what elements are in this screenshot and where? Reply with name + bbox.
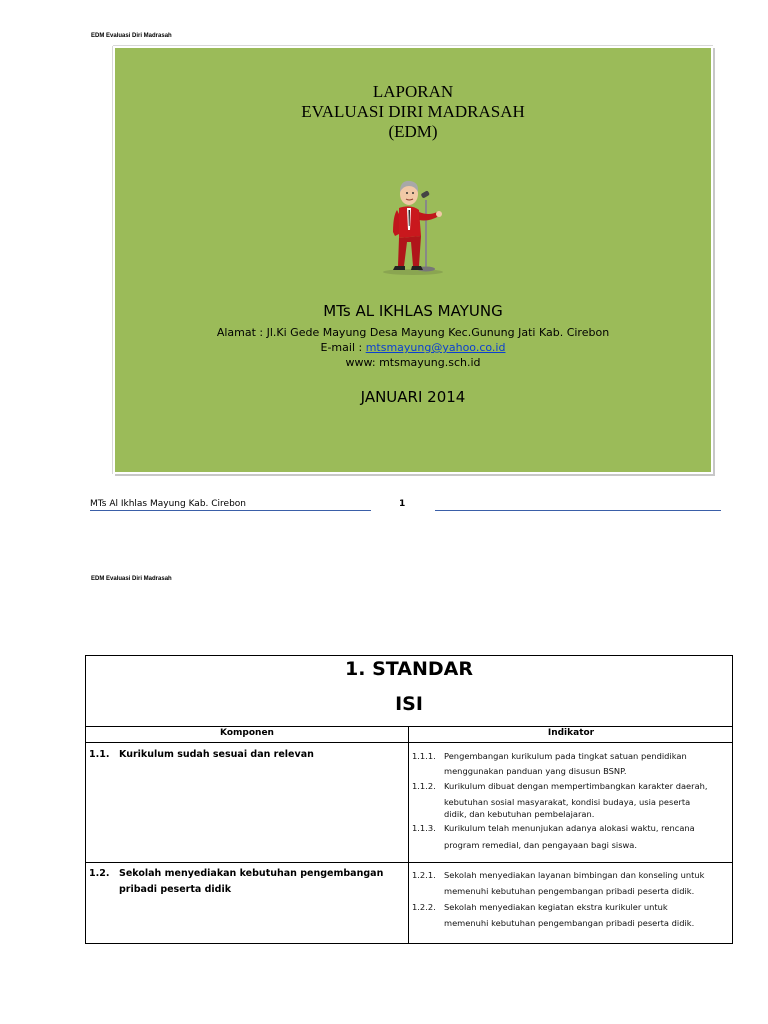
indikator-number: 1.1.1. <box>412 751 436 761</box>
indikator-cell <box>412 867 728 931</box>
indikator-text: Kurikulum telah menunjukan adanya alokasi waktu, rencana <box>444 823 695 833</box>
footer-rule-right <box>435 510 721 511</box>
report-date: JANUARI 2014 <box>360 388 466 406</box>
website: www: mtsmayung.sch.id <box>345 356 481 369</box>
indikator-text: program remedial, dan pengayaan bagi siswa. <box>444 840 638 850</box>
indikator-text: Pengembangan kurikulum pada tingkat satuan pendidikan <box>444 751 687 761</box>
footer-school: MTs Al Ikhlas Mayung Kab. Cirebon <box>90 499 247 509</box>
indikator-text: Sekolah menyediakan kegiatan ekstra kurikuler untuk <box>444 902 668 912</box>
school-name: MTs AL IKHLAS MAYUNG <box>323 302 503 320</box>
indikator-cell <box>412 749 728 853</box>
speaker-at-microphone-icon <box>373 172 453 276</box>
indikator-text: didik, dan kebutuhan pembelajaran. <box>444 809 595 819</box>
column-divider <box>408 726 409 944</box>
cover-title-line2: EVALUASI DIRI MADRASAH <box>301 102 525 121</box>
cover-panel <box>113 46 713 474</box>
table-divider <box>86 862 732 863</box>
column-header-indikator: Indikator <box>547 728 595 738</box>
indikator-text: menggunakan panduan yang disusun BSNP. <box>444 766 627 776</box>
komponen-text: Sekolah menyediakan kebutuhan pengembangan <box>119 868 384 879</box>
email-line <box>115 340 711 355</box>
indikator-number: 1.1.3. <box>412 823 436 833</box>
komponen-number: 1.2. <box>89 868 110 879</box>
indikator-item <box>412 749 728 779</box>
indikator-number: 1.2.2. <box>412 902 436 912</box>
indikator-text: memenuhi kebutuhan pengembangan pribadi peserta didik. <box>444 886 695 896</box>
footer-rule-left <box>90 510 371 511</box>
table-divider <box>86 726 732 727</box>
indikator-item <box>412 821 728 853</box>
indikator-number: 1.2.1. <box>412 870 436 880</box>
indikator-item <box>412 867 728 899</box>
komponen-text: Kurikulum sudah sesuai dan relevan <box>119 749 314 760</box>
page-header: EDM Evaluasi Diri Madrasah <box>91 33 172 39</box>
page-header: EDM Evaluasi Diri Madrasah <box>91 576 172 582</box>
indikator-text: Sekolah menyediakan layanan bimbingan dan konseling untuk <box>444 870 705 880</box>
column-header-komponen: Komponen <box>220 728 274 738</box>
standard-title-line1: 1. STANDAR <box>345 658 473 680</box>
table-divider <box>86 742 732 743</box>
school-address: Alamat : Jl.Ki Gede Mayung Desa Mayung Kec.Gunung Jati Kab. Cirebon <box>216 326 610 339</box>
email-label: E-mail : <box>320 341 366 354</box>
indikator-text: Kurikulum dibuat dengan mempertimbangkan karakter daerah, <box>444 781 708 791</box>
indikator-text: memenuhi kebutuhan pengembangan pribadi peserta didik. <box>444 918 695 928</box>
cover-title-line3: (EDM) <box>388 122 438 141</box>
indikator-number: 1.1.2. <box>412 781 436 791</box>
page-number: 1 <box>399 499 406 509</box>
komponen-cell <box>89 866 404 898</box>
komponen-number: 1.1. <box>89 749 110 760</box>
standard-title-line2: ISI <box>395 693 423 715</box>
indikator-text: kebutuhan sosial masyarakat, kondisi budaya, usia peserta <box>444 797 691 807</box>
indikator-item <box>412 899 728 931</box>
cover-title-line1: LAPORAN <box>372 82 454 101</box>
komponen-text: pribadi peserta didik <box>119 884 232 895</box>
indikator-item <box>412 779 728 821</box>
komponen-cell <box>89 747 404 763</box>
email-link[interactable]: mtsmayung@yahoo.co.id <box>365 341 506 354</box>
